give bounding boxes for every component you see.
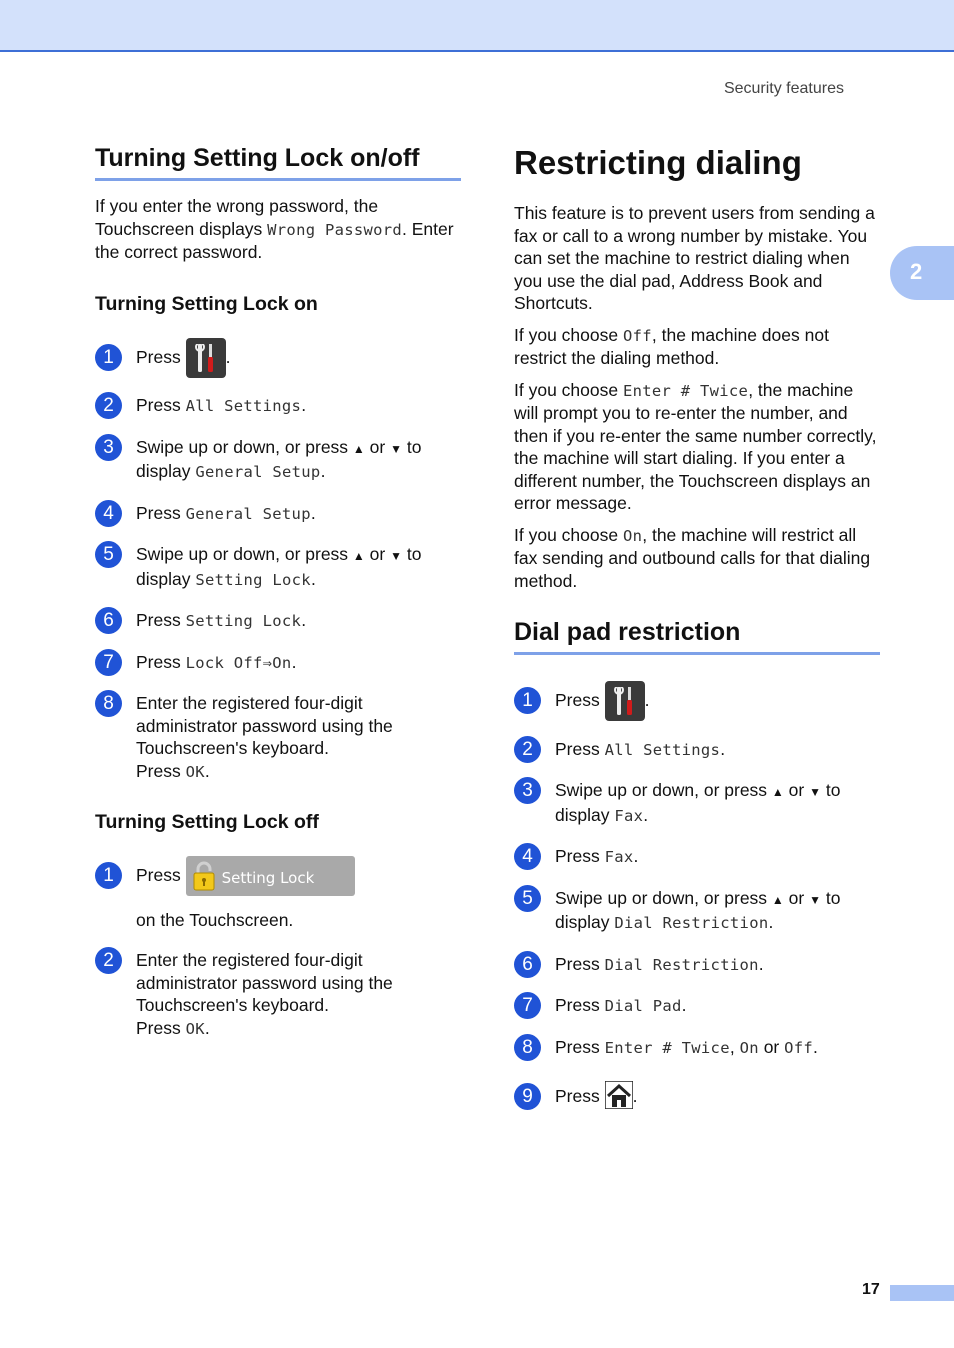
lock-icon	[192, 860, 216, 892]
up-arrow-icon: ▲	[352, 441, 365, 456]
step-number: 4	[95, 500, 122, 527]
setting-lock-on-steps	[95, 346, 461, 784]
step-2: 2 Enter the registered four-digit administrator password using the Touchscreen's keyboard. Press OK.	[95, 949, 461, 1040]
up-arrow-icon: ▲	[352, 549, 365, 563]
step-number: 8	[95, 690, 122, 717]
intro-paragraph: If you enter the wrong password, the Touchscreen displays Wrong Password. Enter the correct password.	[95, 196, 454, 262]
step-number: 3	[95, 434, 122, 461]
home-icon[interactable]	[605, 1081, 633, 1115]
step-1: 1 Press .	[514, 689, 880, 712]
step-number: 1	[95, 344, 122, 371]
step-1: 1 Press Setting Lock on the Touchscreen.	[95, 864, 461, 931]
step-3: 3 Swipe up or down, or press ▲ or ▼ to display General Setup.	[95, 436, 461, 484]
up-arrow-icon: ▲	[771, 785, 784, 799]
tools-icon[interactable]	[186, 338, 226, 378]
page-title: Restricting dialing	[514, 144, 802, 181]
paragraph-on: If you choose On, the machine will restrict all fax sending and outbound calls for that dialing method.	[514, 524, 871, 591]
step-number: 2	[95, 392, 122, 419]
paragraph-off: If you choose Off, the machine does not restrict the dialing method.	[514, 324, 829, 368]
down-arrow-icon: ▼	[390, 549, 402, 563]
top-header-band	[0, 0, 954, 52]
step-number: 3	[514, 777, 541, 804]
step-number: 2	[95, 947, 122, 974]
step-5: 5 Swipe up or down, or press ▲ or ▼ to display Setting Lock.	[95, 543, 461, 591]
page-number-bar	[890, 1285, 954, 1301]
step-number: 7	[514, 992, 541, 1019]
step-number: 8	[514, 1034, 541, 1061]
step-number: 6	[514, 951, 541, 978]
step-number: 1	[95, 862, 122, 889]
page-number: 17	[862, 1281, 880, 1298]
step-6: 6 Press Dial Restriction.	[514, 953, 880, 977]
paragraph-enter-twice: If you choose Enter # Twice, the machine will prompt you to re-enter the number, and then if you re-enter the same number correctly, the machine will start dialing. If you enter a different number, the Touchscreen displays an error message.	[514, 379, 877, 513]
running-header: Security features	[723, 80, 844, 97]
step-7: 7 Press Dial Pad.	[514, 994, 880, 1018]
step-7: 7 Press Lock Off⇒On.	[95, 651, 461, 675]
up-arrow-icon: ▲	[771, 892, 784, 907]
step-4: 4 Press Fax.	[514, 845, 880, 869]
chapter-number: 2	[910, 259, 923, 284]
wrong-password-code: Wrong Password	[267, 220, 403, 239]
section-title: Turning Setting Lock on/off	[95, 144, 461, 181]
down-arrow-icon: ▼	[809, 892, 821, 907]
tools-icon[interactable]	[605, 681, 645, 721]
down-arrow-icon: ▼	[809, 785, 821, 799]
step-2: 2 Press All Settings.	[514, 738, 880, 762]
step-4: 4 Press General Setup.	[95, 502, 461, 526]
step-3: 3 Swipe up or down, or press ▲ or ▼ to display Fax.	[514, 779, 880, 827]
subsection-title-on: Turning Setting Lock on	[95, 292, 318, 315]
paragraph-intro: This feature is to prevent users from sending a fax or call to a wrong number by mistake. You can set the machine to restrict dialing when you use the dial pad, Address Book and Shortcuts.	[514, 203, 875, 313]
step-number: 5	[514, 885, 541, 912]
step-number: 9	[514, 1083, 541, 1110]
step-8: 8 Press Enter # Twice, On or Off.	[514, 1036, 880, 1060]
step-number: 4	[514, 843, 541, 870]
step-9: 9 Press .	[514, 1085, 880, 1108]
step-1: 1 Press .	[95, 346, 461, 369]
dial-pad-steps	[514, 689, 880, 1108]
step-number: 6	[95, 607, 122, 634]
step-number: 7	[95, 649, 122, 676]
setting-lock-off-steps	[95, 864, 461, 1040]
setting-lock-button[interactable]: Setting Lock	[186, 856, 355, 896]
step-5: 5 Swipe up or down, or press ▲ or ▼ to display Dial Restriction.	[514, 887, 880, 935]
step-2: 2 Press All Settings.	[95, 394, 461, 418]
step-number: 5	[95, 541, 122, 568]
right-column	[514, 144, 880, 1108]
dial-pad-section-title: Dial pad restriction	[514, 618, 880, 655]
step-number: 1	[514, 687, 541, 714]
chapter-tab	[890, 246, 954, 300]
step-number: 2	[514, 736, 541, 763]
step-8: 8 Enter the registered four-digit administrator password using the Touchscreen's keyboard. Press OK.	[95, 692, 461, 783]
step-6: 6 Press Setting Lock.	[95, 609, 461, 633]
subsection-title-off: Turning Setting Lock off	[95, 811, 319, 833]
left-column	[95, 144, 461, 1040]
down-arrow-icon: ▼	[390, 441, 402, 456]
